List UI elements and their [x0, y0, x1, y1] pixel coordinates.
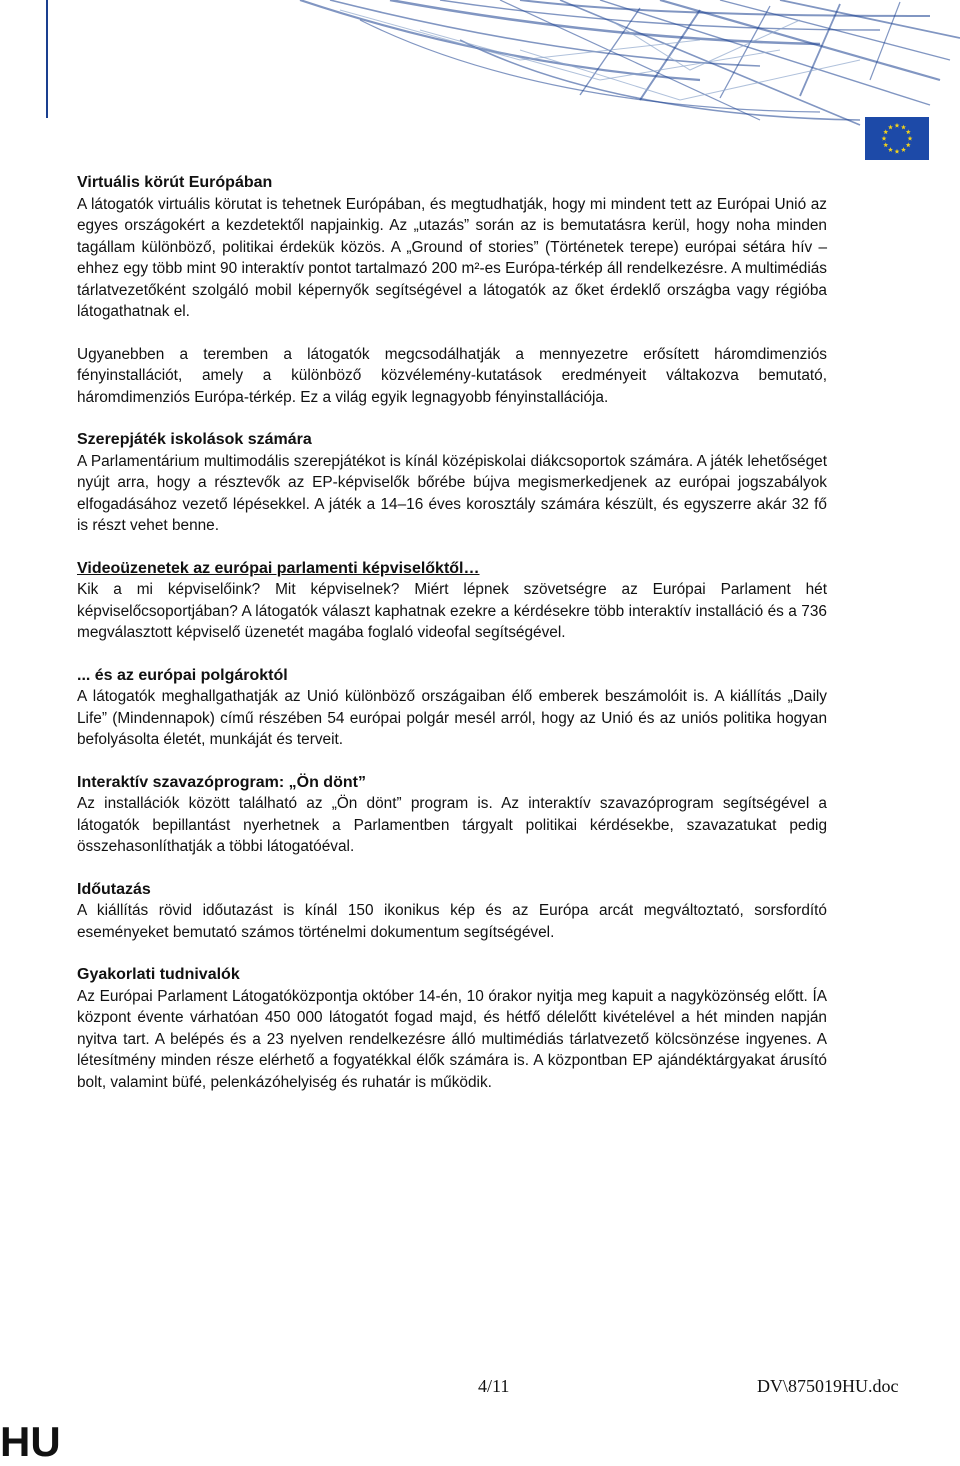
section-heading: Virtuális körút Európában: [77, 174, 273, 191]
section: [77, 879, 827, 944]
document-body: [77, 172, 827, 1114]
section-paragraph: A kiállítás rövid időutazást is kínál 150 ikonikus kép és az Európa arcát megváltoztató, sorsfordító eseményeket bemutató számos történelmi dokumentum segítségével.: [77, 902, 827, 941]
section: [77, 558, 827, 644]
section-heading: Szerepjáték iskolások számára: [77, 431, 312, 448]
section-paragraph: Az installációk között található az „Ön dönt” program is. Az interaktív szavazóprogram segítségével a látogatók bepillantást nyerhetnek a Parlamentben tárgyalt politikai kérdésekbe, szavazatukat pedig összehasonlíthatják a többi látogatóéval.: [77, 795, 827, 855]
header-hemicycle-graphic: [0, 0, 960, 165]
section-heading: Videoüzenetek az európai parlamenti képviselőktől…: [77, 559, 480, 577]
section-heading: Gyakorlati tudnivalók: [77, 966, 240, 983]
section-paragraph: A Parlamentárium multimodális szerepjátékot is kínál középiskolai diákcsoportok számára. A játék lehetőséget nyújt arra, hogy a résztevők az EP-képviselők bőrébe bújva megismerkedjenek az európai jogszabályok elfogadásához vezető lépésekkel. A játék a 14–16 éves korosztály számára készült, és egyszerre akár 32 fő is részt vehet benne.: [77, 452, 827, 534]
section-paragraph: A látogatók virtuális körutat is tehetnek Európában, és megtudhatják, hogy mi mindent tett az Európai Unió az egyes országokért a kezdetektől napjainkig. Az „utazás” során az is bemutatásra kerül, hogy noha minden tagállam különböző, politikai érdekük közös. A „Ground of stories” (Történetek terepe) európai sétára hív – ehhez egy több mint 90 interaktív pontot tartalmazó 200 m²-es Európa-térkép áll rendelkezésre. A multimédiás tárlatvezetőként szolgáló mobil képernyők segítségével a látogatók az őket érdeklő országba vagy régióba látogathatnak el.: [77, 195, 827, 320]
section: [77, 429, 827, 537]
section-heading: Időutazás: [77, 880, 151, 898]
section: [77, 665, 827, 751]
page-number: 4/11: [478, 1376, 510, 1396]
eu-flag-icon: [865, 117, 929, 160]
section-heading: Interaktív szavazóprogram: „Ön dönt”: [77, 773, 366, 791]
section: [77, 172, 827, 323]
section-paragraph: Ugyanebben a teremben a látogatók megcsodálhatják a mennyezetre erősített háromdimenziós fényinstallációt, amely a különböző közvélemény-kutatások eredményeit váltakozva bemutató, háromdimenziós Európa-térkép. Ez a világ egyik legnagyobb fényinstallációja.: [77, 345, 827, 406]
language-code: HU: [0, 1418, 61, 1465]
section: [77, 964, 827, 1093]
section-heading: ... és az európai polgároktól: [77, 666, 288, 684]
section: [77, 772, 827, 858]
document-reference: DV\875019HU.doc: [757, 1376, 899, 1396]
section-paragraph: Kik a mi képviselőink? Mit képviselnek? Miért lépnek szövetségre az Európai Parlament hét képviselőcsoportjában? A látogatók választ kaphatnak ezekre a kérdésekre több interaktív installáció és a 736 megválasztott képviselő üzenetét magába foglaló videofal segítségével.: [77, 581, 827, 641]
section: [77, 344, 827, 409]
section-paragraph: Az Európai Parlament Látogatóközpontja október 14-én, 10 órakor nyitja meg kapuit a nagyközönség előtt. ÍA központ évente várhatóan 450 000 látogatót fogad majd, és hétfő délelőtt kivételével a hét minden napján nyitva tart. A belépés és a 23 nyelven rendelkezésre álló multimédiás tárlatvezető kölcsönzése ingyenes. A létesítmény minden része elérhető a fogyatékkal élők számára is. A központban EP ajándéktárgyakat árusító bolt, valamint büfé, pelenkázóhelyiség és ruhatár is működik.: [77, 987, 827, 1091]
section-paragraph: A látogatók meghallgathatják az Unió különböző országaiban élő emberek beszámolóit is. A kiállítás „Daily Life” (Mindennapok) című részében 54 európai polgár mesél arról, hogy az Unió és az uniós politika hogyan befolyásolta életét, munkáját és terveit.: [77, 688, 827, 748]
